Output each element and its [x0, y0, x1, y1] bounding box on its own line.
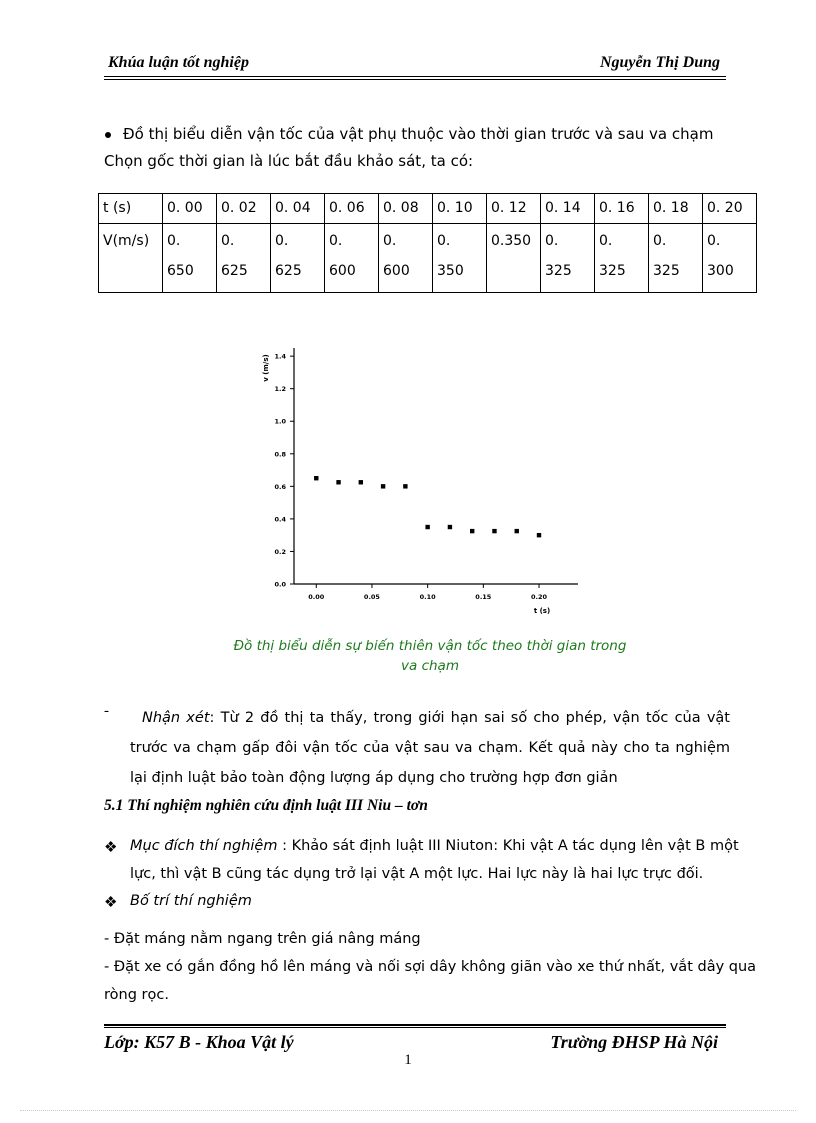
velocity-cell: 0. 350 [433, 224, 487, 293]
header-right: Nguyễn Thị Dung [599, 54, 720, 71]
time-cell: 0. 06 [325, 194, 379, 224]
remark-paragraph [130, 703, 730, 793]
data-point [448, 525, 452, 529]
table-row-time [99, 194, 757, 224]
remark-dash: - [104, 703, 109, 719]
data-point [515, 529, 519, 533]
intro-bullet-line [105, 125, 713, 143]
time-cell: 0. 12 [487, 194, 541, 224]
data-point [336, 480, 340, 484]
time-cell: 0. 02 [217, 194, 271, 224]
y-tick-label: 1.0 [274, 417, 286, 426]
header-rule-2 [104, 79, 726, 80]
velocity-cell: 0. 600 [379, 224, 433, 293]
data-point [359, 480, 363, 484]
table-row-velocity [99, 224, 757, 293]
footer-right: Trường ĐHSP Hà Nội [550, 1032, 718, 1052]
x-tick-label: 0.05 [363, 593, 380, 601]
velocity-cell: 0. 600 [325, 224, 379, 293]
x-axis-label: t (s) [533, 607, 551, 615]
velocity-cell: 0. 625 [217, 224, 271, 293]
page-bottom-dotted-rule [20, 1110, 796, 1111]
caption-line-1: Đồ thị biểu diễn sự biến thiên vận tốc theo thời gian trong [233, 638, 627, 654]
header-rule [104, 76, 726, 77]
y-tick-label: 0.0 [274, 580, 286, 589]
time-cell: 0. 14 [541, 194, 595, 224]
time-cell: 0. 08 [379, 194, 433, 224]
y-tick-label: 1.2 [274, 385, 286, 394]
velocity-cell: 0. 325 [649, 224, 703, 293]
remark-label: Nhận xét [142, 710, 210, 726]
footer-rule [104, 1024, 726, 1026]
data-point [381, 484, 385, 488]
bullet-dot-icon [105, 132, 111, 138]
x-tick-label: 0.00 [308, 593, 325, 601]
header-left: Khúa luận tốt nghiệp [108, 54, 249, 71]
diamond-icon: ❖ [104, 895, 118, 911]
x-tick-label: 0.15 [475, 593, 492, 601]
intro-bullet-text: Đồ thị biểu diễn vận tốc của vật phụ thuộc vào thời gian trước và sau va chạm [123, 125, 714, 143]
diamond-icon: ❖ [104, 840, 118, 856]
velocity-cell: 0. 325 [595, 224, 649, 293]
chart-caption [230, 636, 630, 676]
footer-rule-2 [104, 1027, 726, 1028]
caption-line-2: va chạm [401, 658, 459, 674]
step-1: - Đặt máng nằm ngang trên giá nâng máng [104, 931, 421, 947]
velocity-cell: 0. 625 [271, 224, 325, 293]
purpose-text: : Khảo sát định luật III Niuton: Khi vật A tác dụng lên vật B một [277, 838, 739, 854]
velocity-cell: 0. 325 [541, 224, 595, 293]
y-tick-label: 0.6 [274, 482, 286, 491]
y-tick-label: 1.4 [274, 352, 286, 361]
data-point [537, 533, 541, 537]
purpose-label: Mục đích thí nghiệm [130, 838, 278, 854]
x-tick-label: 0.10 [419, 593, 436, 601]
time-cell: 0. 16 [595, 194, 649, 224]
velocity-cell: 0. 650 [163, 224, 217, 293]
velocity-cell: 0.350 [487, 224, 541, 293]
time-cell: 0. 04 [271, 194, 325, 224]
data-table [98, 193, 757, 293]
time-cell: 0. 10 [433, 194, 487, 224]
y-axis-label: v (m/s) [262, 354, 270, 382]
time-cell: 0. 20 [703, 194, 757, 224]
purpose-line-1 [130, 838, 739, 854]
y-tick-label: 0.8 [274, 450, 286, 459]
step-2: - Đặt xe có gắn đồng hồ lên máng và nối sợi dây không giãn vào xe thứ nhất, vắt dây qua [104, 959, 757, 975]
data-point [470, 529, 474, 533]
y-tick-label: 0.2 [274, 547, 286, 556]
velocity-time-chart [250, 330, 590, 620]
y-tick-label: 0.4 [274, 515, 286, 524]
page-header [104, 52, 726, 78]
section-heading: 5.1 Thí nghiệm nghiên cứu định luật III Niu – tơn [104, 797, 428, 814]
data-point [403, 484, 407, 488]
time-cell: 0. 18 [649, 194, 703, 224]
step-2-continued: ròng rọc. [104, 987, 169, 1003]
data-point [425, 525, 429, 529]
purpose-line-2: lực, thì vật B cũng tác dụng trở lại vật A một lực. Hai lực này là hai lực trực đối. [130, 866, 704, 882]
time-cell: 0. 00 [163, 194, 217, 224]
data-point [314, 476, 318, 480]
row-label-time: t (s) [99, 194, 163, 224]
velocity-cell: 0. 300 [703, 224, 757, 293]
remark-text: : Từ 2 đồ thị ta thấy, trong giới hạn sai số cho phép, vận tốc của vật trước va chạm gấp đôi vận tốc của vật sau va chạm. Kết quả này cho ta nghiệm lại định luật bảo toàn động lượng áp dụng cho trường hợp đơn giản [130, 710, 730, 786]
x-tick-label: 0.20 [530, 593, 548, 601]
data-point [492, 529, 496, 533]
page-number: 1 [404, 1052, 412, 1068]
setup-label: Bố trí thí nghiệm [130, 893, 252, 909]
footer-left: Lớp: K57 B - Khoa Vật lý [104, 1032, 294, 1052]
intro-line-2: Chọn gốc thời gian là lúc bắt đầu khảo sát, ta có: [104, 152, 474, 170]
row-label-velocity: V(m/s) [99, 224, 163, 293]
